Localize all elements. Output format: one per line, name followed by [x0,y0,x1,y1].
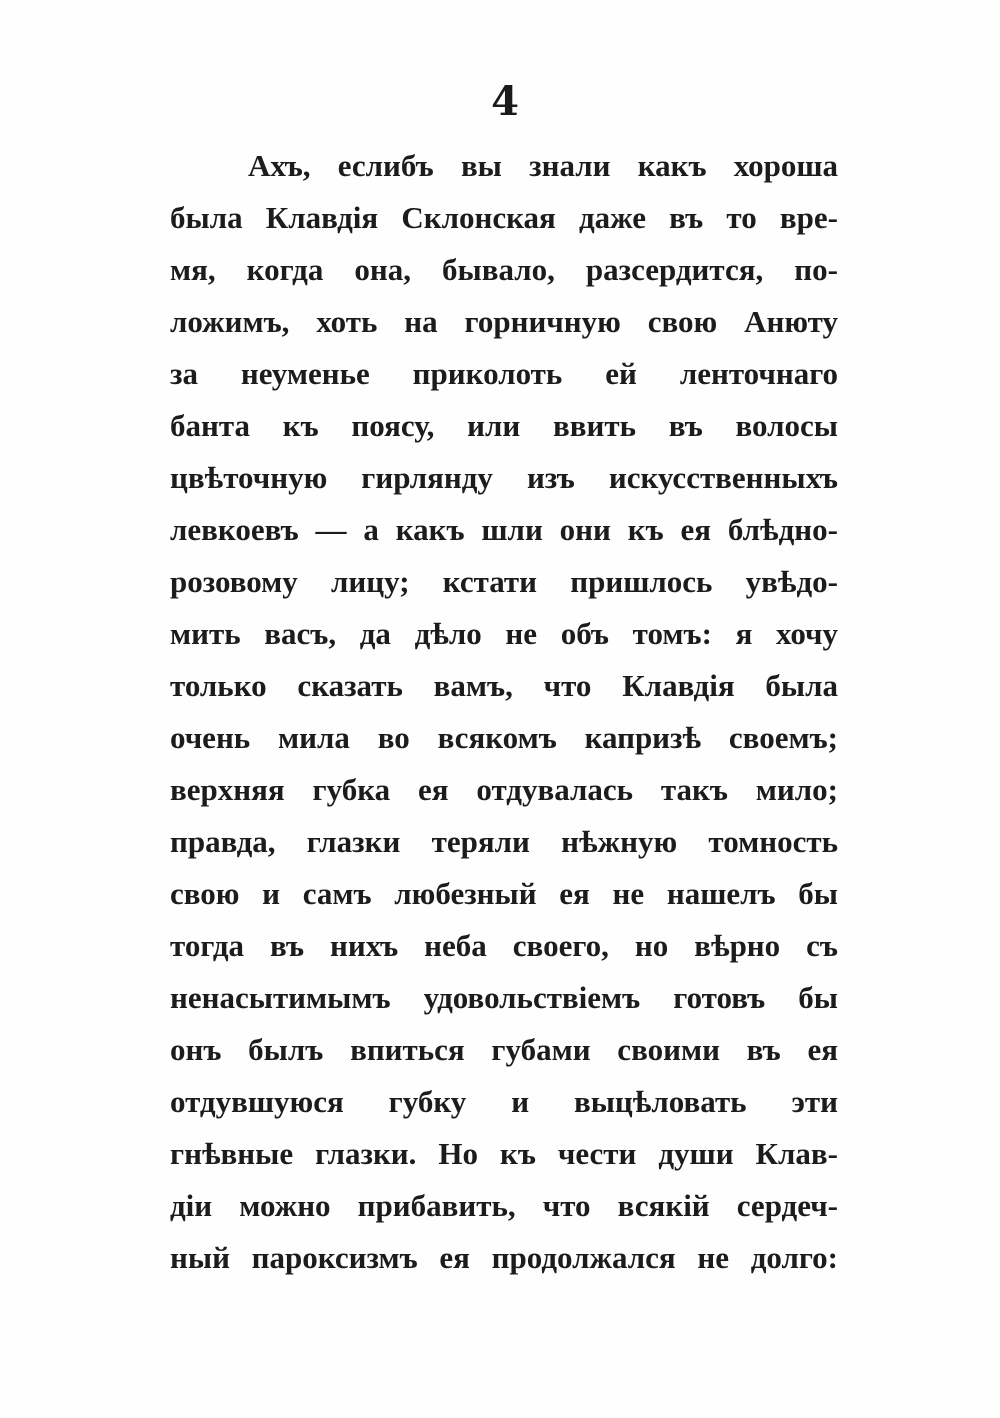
text-line: отдувшуюся губку и выцѣловать эти [170,1084,838,1119]
text-line: ненасытимымъ удовольствіемъ готовъ бы [170,980,838,1015]
text-line: Ахъ, еслибъ вы знали какъ хороша [248,148,838,183]
text-line: онъ былъ впиться губами своими въ ея [170,1032,838,1067]
text-line: только сказать вамъ, что Клавдія была [170,668,838,703]
text-line: цвѣточную гирлянду изъ искусственныхъ [170,460,838,495]
text-line: мя, когда она, бывало, разсердится, по- [170,252,838,287]
text-line: гнѣвные глазки. Но къ чести души Клав- [170,1136,838,1171]
text-line: очень мила во всякомъ капризѣ своемъ; [170,720,838,755]
text-line: банта къ поясу, или ввить въ волосы [170,408,838,443]
text-line: ный пароксизмъ ея продолжался не долго: [170,1240,838,1275]
text-line: за неуменье приколоть ей ленточнаго [170,356,838,391]
text-line: тогда въ нихъ неба своего, но вѣрно съ [170,928,838,963]
text-line: мить васъ, да дѣло не объ томъ: я хочу [170,616,838,651]
text-line: свою и самъ любезный ея не нашелъ бы [170,876,838,911]
text-line: верхняя губка ея отдувалась такъ мило; [170,772,838,807]
text-line: правда, глазки теряли нѣжную томность [170,824,838,859]
text-line: левкоевъ — а какъ шли они къ ея блѣдно- [170,512,838,547]
text-line: ложимъ, хоть на горничную свою Анюту [170,304,838,339]
text-line: розовому лицу; кстати пришлось увѣдо- [170,564,838,599]
text-line: была Клавдія Склонская даже въ то вре- [170,200,838,235]
text-line: діи можно прибавить, что всякій сердеч- [170,1188,838,1223]
page-number: 4 [491,78,519,125]
